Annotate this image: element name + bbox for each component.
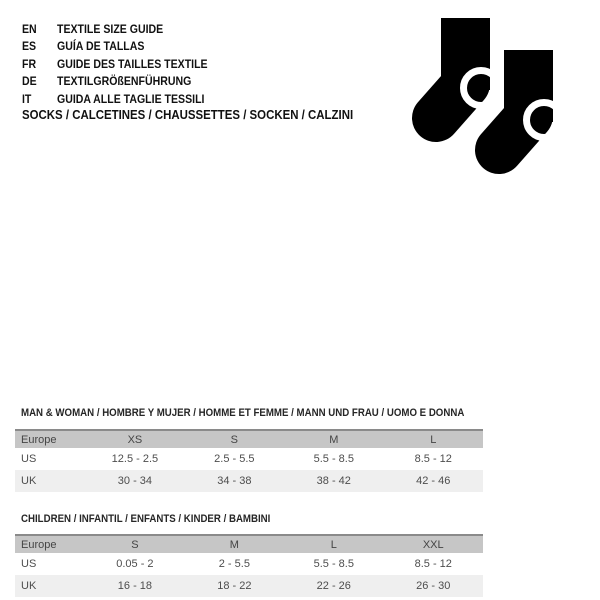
language-row-fr <box>22 55 228 73</box>
region-cell: UK <box>21 475 37 487</box>
column-header-region: Europe <box>21 433 57 446</box>
category-heading-text: SOCKS / CALCETINES / CHAUSSETTES / SOCKEN / CALZINI <box>22 107 354 122</box>
category-heading <box>22 107 398 123</box>
language-code: EN <box>22 21 37 36</box>
column-header-size: XXL <box>422 538 444 551</box>
column-header-size: L <box>330 538 337 551</box>
language-code: DE <box>22 74 37 89</box>
region-cell: UK <box>21 580 37 592</box>
language-code: ES <box>22 39 37 54</box>
table-title-text: CHILDREN / INFANTIL / ENFANTS / KINDER / BAMBINI <box>21 513 271 525</box>
size-cell: 8.5 - 12 <box>414 558 452 570</box>
size-cell: 22 - 26 <box>316 580 351 592</box>
size-cell: 42 - 46 <box>416 475 451 487</box>
language-label: TEXTILE SIZE GUIDE <box>57 21 164 36</box>
table-header-row <box>15 430 483 448</box>
column-header-size: M <box>229 538 239 551</box>
column-header-region: Europe <box>21 538 57 551</box>
language-row-en <box>22 20 228 38</box>
language-list <box>22 20 228 108</box>
size-cell: 12.5 - 2.5 <box>111 453 159 465</box>
table-row-us <box>15 553 483 575</box>
table-title <box>15 511 483 527</box>
language-row-de <box>22 73 228 91</box>
column-header-size: XS <box>127 433 143 446</box>
size-cell: 5.5 - 8.5 <box>313 558 354 570</box>
column-header-size: L <box>430 433 437 446</box>
column-header-size: S <box>131 538 139 551</box>
size-table-section-children <box>15 511 483 597</box>
language-code: IT <box>22 91 32 106</box>
table-title-text: MAN & WOMAN / HOMBRE Y MUJER / HOMME ET FEMME / MANN UND FRAU / UOMO E DONNA <box>21 407 465 419</box>
table-row-us <box>15 448 483 470</box>
size-cell: 5.5 - 8.5 <box>313 453 354 465</box>
size-table-section-men-women <box>15 405 483 492</box>
region-cell: US <box>21 453 37 465</box>
column-header-size: M <box>329 433 339 446</box>
language-code: FR <box>22 56 37 71</box>
size-cell: 18 - 22 <box>217 580 252 592</box>
size-cell: 26 - 30 <box>416 580 451 592</box>
size-cell: 38 - 42 <box>316 475 351 487</box>
table-row-uk <box>15 575 483 597</box>
region-cell: US <box>21 558 37 570</box>
language-label: TEXTILGRÖßENFÜHRUNG <box>57 74 192 89</box>
table-title <box>15 405 483 421</box>
table-row-uk <box>15 470 483 492</box>
size-table-children <box>15 534 483 597</box>
size-cell: 2.5 - 5.5 <box>214 453 255 465</box>
size-cell: 8.5 - 12 <box>414 453 452 465</box>
language-row-it <box>22 90 228 108</box>
language-label: GUIDE DES TAILLES TEXTILE <box>57 56 208 71</box>
language-label: GUIDA ALLE TAGLIE TESSILI <box>57 91 205 106</box>
language-row-es <box>22 38 228 56</box>
socks-icon <box>403 5 568 177</box>
table-header-row <box>15 535 483 553</box>
size-table-men-women <box>15 429 483 492</box>
column-header-size: S <box>230 433 239 446</box>
size-cell: 2 - 5.5 <box>218 558 250 570</box>
size-cell: 0.05 - 2 <box>116 558 154 570</box>
size-cell: 16 - 18 <box>117 580 153 592</box>
size-cell: 30 - 34 <box>117 475 153 487</box>
size-cell: 34 - 38 <box>217 475 252 487</box>
language-label: GUÍA DE TALLAS <box>57 39 145 54</box>
